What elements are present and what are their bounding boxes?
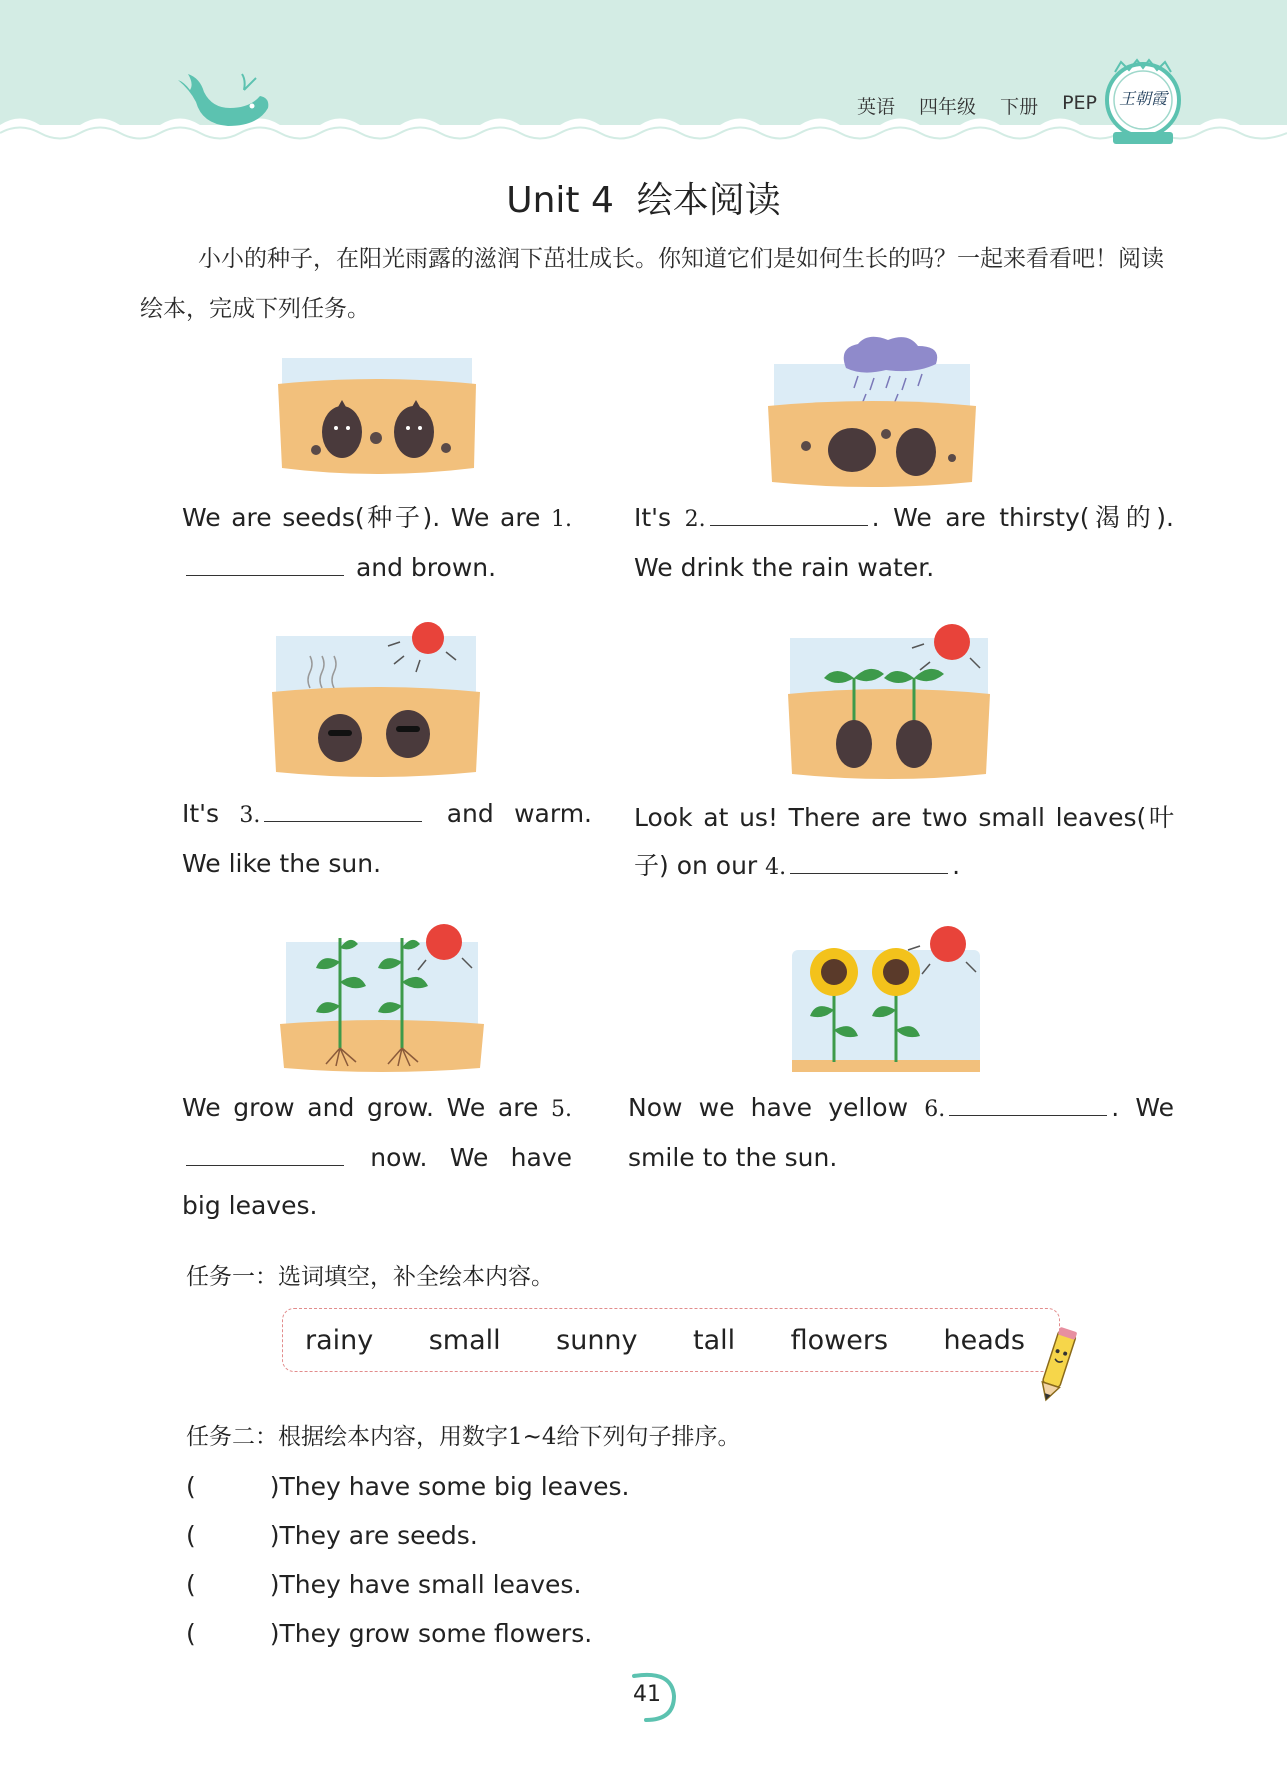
order-sentence-1: They have some big leaves. xyxy=(279,1472,630,1501)
word-bank xyxy=(282,1308,1060,1372)
open-paren: ( xyxy=(186,1472,196,1501)
open-paren: ( xyxy=(186,1521,196,1550)
page-number xyxy=(620,1668,680,1724)
word-flowers: flowers xyxy=(790,1324,889,1356)
brand-badge xyxy=(1103,58,1183,150)
panel-3-text xyxy=(182,790,592,888)
close-paren: ) xyxy=(269,1619,280,1648)
intro-paragraph: 小小的种子，在阳光雨露的滋润下茁壮成长。你知道它们是如何生长的吗？一起来看看吧！阅读绘本，完成下列任务。 xyxy=(140,246,1164,322)
word-small: small xyxy=(428,1324,501,1356)
blank-6[interactable] xyxy=(949,1089,1107,1116)
sunny-seeds-illustration xyxy=(270,616,484,782)
panel-4-before: Look at us! There are two small leaves(叶子) on our xyxy=(634,803,1174,880)
word-tall: tall xyxy=(693,1324,736,1356)
panel-4-text xyxy=(634,794,1174,892)
blank-1[interactable] xyxy=(186,549,344,576)
blank-5[interactable] xyxy=(186,1139,344,1166)
panel-3-after: and warm. We like the sun. xyxy=(182,799,592,878)
blank-1-number: 1. xyxy=(551,507,572,532)
sprouts-illustration xyxy=(786,618,992,788)
blank-6-number: 6. xyxy=(924,1097,946,1122)
panel-5-before: We grow and grow. We are xyxy=(182,1093,551,1122)
meta-edition: PEP xyxy=(1062,92,1097,114)
panel-2-text xyxy=(634,494,1174,592)
tall-plants-illustration xyxy=(278,912,486,1078)
seeds-illustration xyxy=(276,340,480,490)
rain-illustration xyxy=(766,334,980,494)
panel-5-after: now. We have big leaves. xyxy=(182,1143,572,1220)
page-title: Unit 4 绘本阅读 xyxy=(506,180,781,221)
word-sunny: sunny xyxy=(556,1324,638,1356)
blank-4-number: 4. xyxy=(765,855,787,880)
close-paren: ) xyxy=(269,1570,280,1599)
task-1-title: 任务一：选词填空，补全绘本内容。 xyxy=(186,1264,554,1290)
order-sentence-3: They have small leaves. xyxy=(279,1570,582,1599)
order-sentence-2: They are seeds. xyxy=(279,1521,478,1550)
panel-1-text xyxy=(182,494,572,592)
sunflowers-illustration xyxy=(788,920,984,1080)
meta-volume: 下册 xyxy=(1000,96,1039,118)
word-heads: heads xyxy=(943,1324,1025,1356)
panel-1-after: and brown. xyxy=(348,553,497,582)
list-item xyxy=(186,1511,629,1560)
meta-grade: 四年级 xyxy=(919,96,977,118)
meta-subject: 英语 xyxy=(857,96,896,118)
blank-2-number: 2. xyxy=(684,507,706,532)
blank-5-number: 5. xyxy=(551,1097,572,1122)
book-meta xyxy=(857,92,1097,119)
whale-icon xyxy=(172,72,276,134)
panel-6-text xyxy=(628,1084,1174,1182)
panel-5-text xyxy=(182,1084,572,1230)
task-2-title: 任务二：根据绘本内容，用数字1~4给下列句子排序。 xyxy=(186,1424,741,1450)
panel-6-before: Now we have yellow xyxy=(628,1093,925,1122)
blank-3[interactable] xyxy=(264,795,422,822)
ordering-list xyxy=(186,1462,629,1658)
pencil-mascot-icon xyxy=(1030,1326,1086,1406)
panel-2-before: It's xyxy=(634,503,685,532)
close-paren: ) xyxy=(269,1521,280,1550)
panel-6-after: . We smile to the sun. xyxy=(628,1093,1174,1172)
open-paren: ( xyxy=(186,1619,196,1648)
brand-name: 王朝霞 xyxy=(1118,89,1167,108)
blank-3-number: 3. xyxy=(239,803,261,828)
blank-2[interactable] xyxy=(710,499,868,526)
list-item xyxy=(186,1462,629,1511)
panel-3-before: It's xyxy=(182,799,240,828)
list-item xyxy=(186,1560,629,1609)
word-rainy: rainy xyxy=(305,1324,374,1356)
panel-4-after: . xyxy=(952,851,961,880)
page-number-label: 41 xyxy=(633,1682,661,1707)
list-item xyxy=(186,1609,629,1658)
close-paren: ) xyxy=(269,1472,280,1501)
blank-4[interactable] xyxy=(790,847,948,874)
open-paren: ( xyxy=(186,1570,196,1599)
panel-1-before: We are seeds(种子). We are xyxy=(182,503,551,532)
panel-2-after: . We are thirsty(渴的). We drink the rain water. xyxy=(634,503,1174,582)
order-sentence-4: They grow some flowers. xyxy=(279,1619,593,1648)
